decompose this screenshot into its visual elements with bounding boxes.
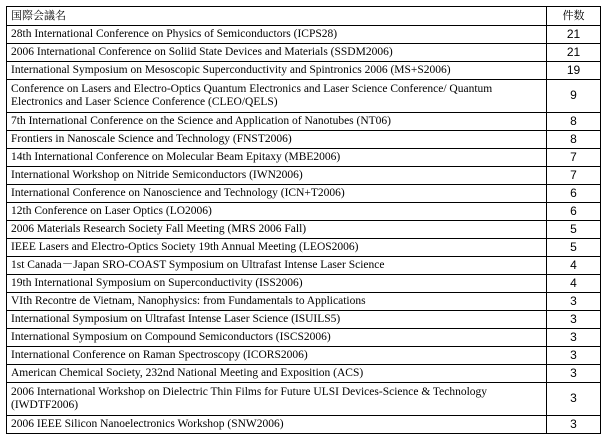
conference-name: International Symposium on Compound Semiconductors (ISCS2006) xyxy=(7,329,547,347)
table-row xyxy=(7,383,601,416)
conference-name: International Symposium on Mesoscopic Superconductivity and Spintronics 2006 (MS+S2006) xyxy=(7,62,547,80)
table-row xyxy=(7,167,601,185)
paper-count: 21 xyxy=(547,26,601,44)
table-row xyxy=(7,275,601,293)
conference-name: 28th International Conference on Physics of Semiconductors (ICPS28) xyxy=(7,26,547,44)
conference-name: 19th International Symposium on Superconductivity (ISS2006) xyxy=(7,275,547,293)
table-row xyxy=(7,80,601,113)
table-row xyxy=(7,26,601,44)
paper-count: 9 xyxy=(547,80,601,113)
conference-table xyxy=(6,6,601,434)
paper-count: 7 xyxy=(547,167,601,185)
paper-count: 5 xyxy=(547,239,601,257)
conference-name: 2006 International Conference on Soliid State Devices and Materials (SSDM2006) xyxy=(7,44,547,62)
table-row xyxy=(7,62,601,80)
paper-count: 3 xyxy=(547,347,601,365)
conference-name: International Conference on Nanoscience and Technology (ICN+T2006) xyxy=(7,185,547,203)
header-count: 件数 xyxy=(547,7,601,26)
paper-count: 7 xyxy=(547,149,601,167)
conference-name: 1st Canada－Japan SRO-COAST Symposium on Ultrafast Intense Laser Science xyxy=(7,257,547,275)
conference-name: 7th International Conference on the Science and Application of Nanotubes (NT06) xyxy=(7,113,547,131)
conference-name: IEEE Lasers and Electro-Optics Society 19th Annual Meeting (LEOS2006) xyxy=(7,239,547,257)
table-row xyxy=(7,365,601,383)
paper-count: 21 xyxy=(547,44,601,62)
conference-name: 14th International Conference on Molecular Beam Epitaxy (MBE2006) xyxy=(7,149,547,167)
paper-count: 8 xyxy=(547,113,601,131)
table-row xyxy=(7,185,601,203)
conference-name: 2006 International Workshop on Dielectric Thin Films for Future ULSI Devices-Science & Technology (IWDTF2006) xyxy=(7,383,547,416)
conference-name: International Symposium on Ultrafast Intense Laser Science (ISUILS5) xyxy=(7,311,547,329)
paper-count: 3 xyxy=(547,383,601,416)
table-row xyxy=(7,221,601,239)
table-row xyxy=(7,113,601,131)
table-row xyxy=(7,293,601,311)
table-row xyxy=(7,131,601,149)
paper-count: 3 xyxy=(547,365,601,383)
table-row xyxy=(7,416,601,434)
paper-count: 6 xyxy=(547,203,601,221)
paper-count: 4 xyxy=(547,257,601,275)
paper-count: 3 xyxy=(547,293,601,311)
conference-name: International Conference on Raman Spectroscopy (ICORS2006) xyxy=(7,347,547,365)
conference-name: 2006 Materials Research Society Fall Meeting (MRS 2006 Fall) xyxy=(7,221,547,239)
table-row xyxy=(7,203,601,221)
paper-count: 3 xyxy=(547,329,601,347)
conference-name: International Workshop on Nitride Semiconductors (IWN2006) xyxy=(7,167,547,185)
table-header-row xyxy=(7,7,601,26)
paper-count: 4 xyxy=(547,275,601,293)
paper-count: 6 xyxy=(547,185,601,203)
paper-count: 3 xyxy=(547,416,601,434)
conference-name: American Chemical Society, 232nd National Meeting and Exposition (ACS) xyxy=(7,365,547,383)
paper-count: 3 xyxy=(547,311,601,329)
conference-name: 2006 IEEE Silicon Nanoelectronics Workshop (SNW2006) xyxy=(7,416,547,434)
table-row xyxy=(7,347,601,365)
paper-count: 8 xyxy=(547,131,601,149)
conference-name: VIth Recontre de Vietnam, Nanophysics: from Fundamentals to Applications xyxy=(7,293,547,311)
table-row xyxy=(7,149,601,167)
table-row xyxy=(7,329,601,347)
conference-name: Frontiers in Nanoscale Science and Technology (FNST2006) xyxy=(7,131,547,149)
table-row xyxy=(7,239,601,257)
table-row xyxy=(7,44,601,62)
header-conference-name: 国際会議名 xyxy=(7,7,547,26)
paper-count: 19 xyxy=(547,62,601,80)
paper-count: 5 xyxy=(547,221,601,239)
table-row xyxy=(7,311,601,329)
conference-name: 12th Conference on Laser Optics (LO2006) xyxy=(7,203,547,221)
table-row xyxy=(7,257,601,275)
conference-name: Conference on Lasers and Electro-Optics Quantum Electronics and Laser Science Conference/ Quantum Electronics and Laser Science Conference (CLEO/QELS) xyxy=(7,80,547,113)
